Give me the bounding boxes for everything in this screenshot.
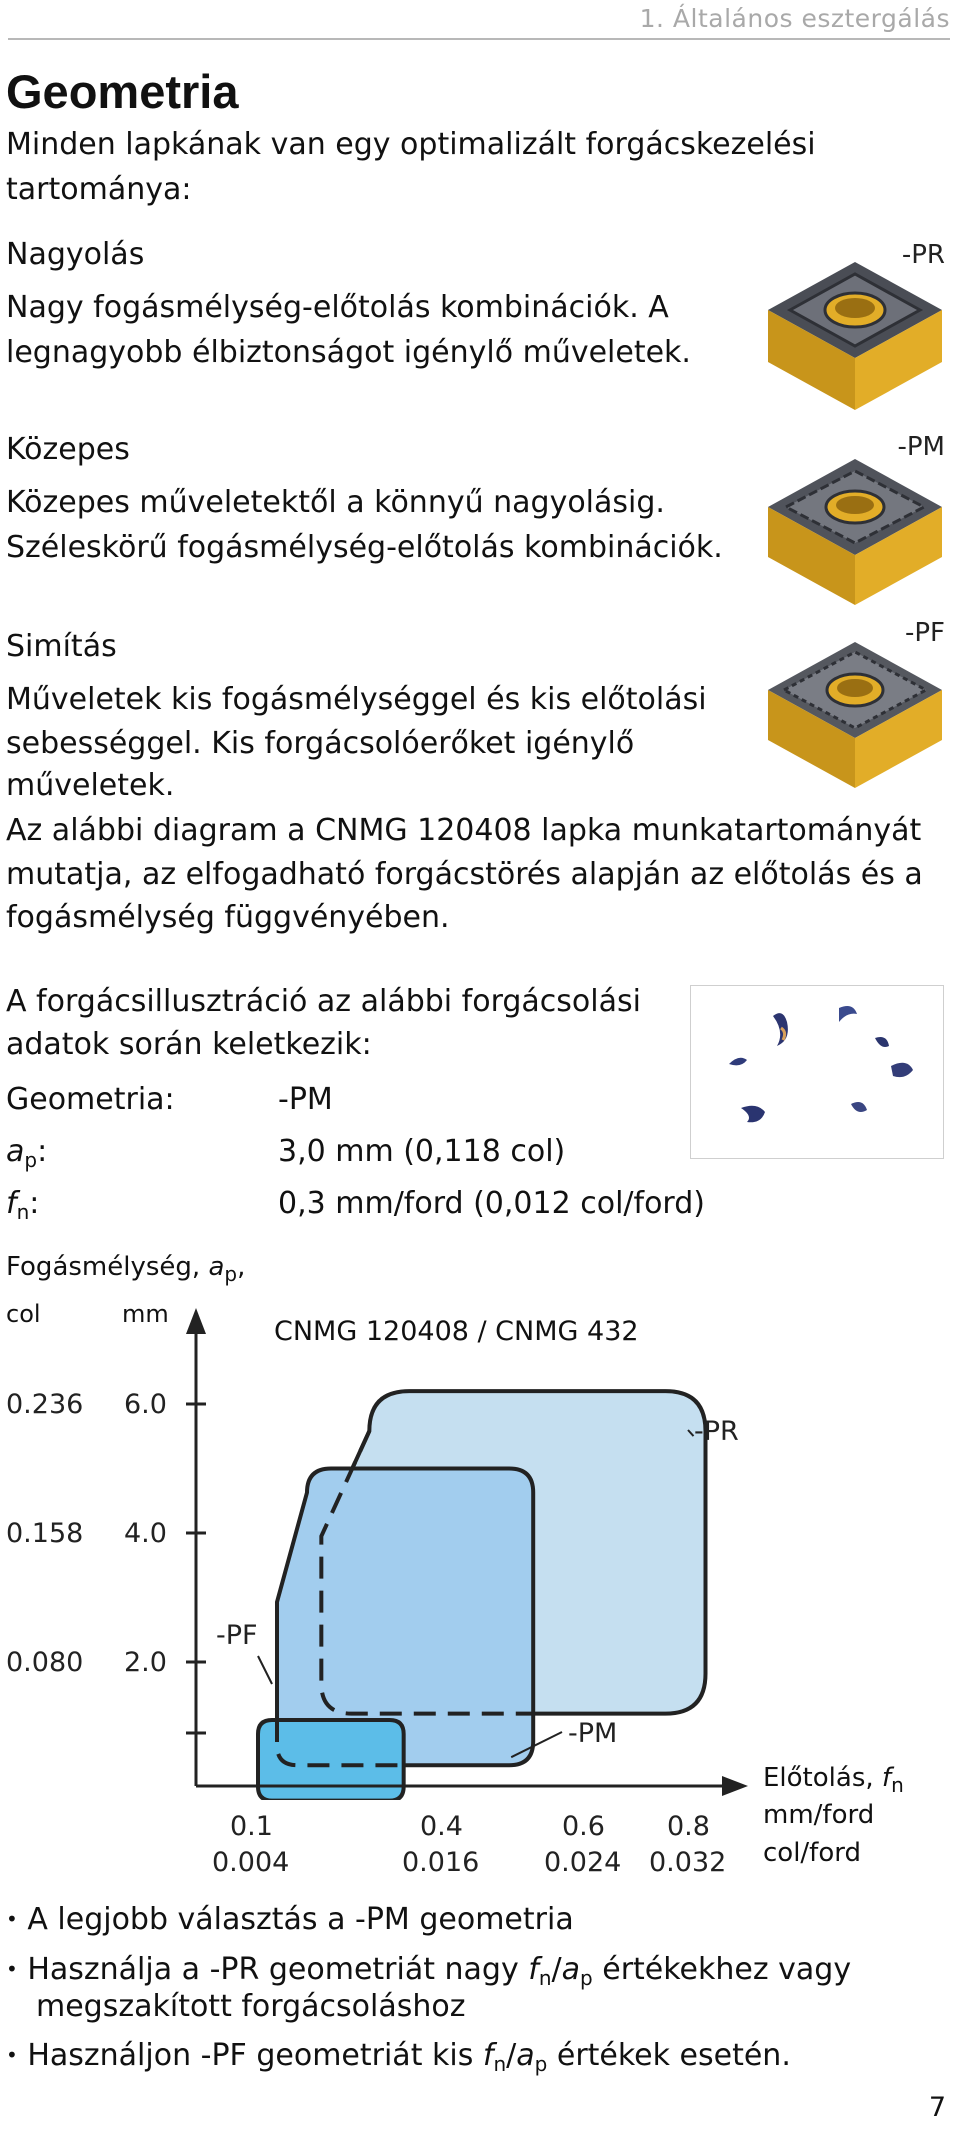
geometry-name-pr: Nagyolás: [6, 237, 145, 272]
chart-title: CNMG 120408 / CNMG 432: [274, 1316, 639, 1347]
ap-value: 3,0 mm (0,118 col): [278, 1134, 566, 1169]
y-axis-arrow: [186, 1308, 206, 1334]
geometry-text-pm-2: Széleskörű fogásmélység-előtolás kombinációk.: [6, 530, 723, 565]
chip-intro-1: A forgácsillusztráció az alábbi forgácsolási: [6, 984, 641, 1019]
diagram-intro-3: fogásmélység függvényében.: [6, 900, 450, 935]
geometry-text-pf-2: sebességgel. Kis forgácsolóerőket igénylő: [6, 726, 635, 761]
section-header: 1. Általános esztergálás: [639, 4, 950, 33]
fn-label: $f_n$:: [6, 1186, 40, 1224]
geometry-name-pf: Simítás: [6, 629, 117, 664]
bullet-2: • Használja a -PR geometriát nagy $f_n/a_p$ értékekhez vagy: [6, 1952, 852, 1990]
intro-line-1: Minden lapkának van egy optimalizált forgácskezelési: [6, 127, 816, 162]
x-tick-label-in: 0.016: [402, 1847, 480, 1878]
insert-pr-image: [760, 250, 950, 420]
geometry-text-pf-1: Műveletek kis fogásmélységgel és kis előtolási: [6, 682, 707, 717]
fn-value: 0,3 mm/ford (0,012 col/ford): [278, 1186, 705, 1221]
chip-illustration: [690, 985, 944, 1159]
y-tick-label-in: 0.080: [6, 1647, 84, 1678]
x-tick-label-mm: 0.4: [420, 1811, 463, 1842]
page-number: 7: [928, 2092, 946, 2123]
x-tick-label-in: 0.032: [649, 1847, 727, 1878]
y-tick-label-in: 0.236: [6, 1389, 84, 1420]
geometry-text-pr-1: Nagy fogásmélység-előtolás kombinációk. A: [6, 290, 669, 325]
chart-ylabel: Fogásmélység, $a_p$,: [6, 1252, 246, 1286]
x-tick-label-mm: 0.8: [667, 1811, 710, 1842]
geometry-value: -PM: [278, 1082, 333, 1117]
series-leader-line: [258, 1656, 272, 1684]
ap-label: $a_p$:: [6, 1134, 48, 1172]
y-tick-label-mm: 2.0: [124, 1647, 167, 1678]
y-tick-label-mm: 6.0: [124, 1389, 167, 1420]
series-label: -PM: [568, 1718, 618, 1749]
x-axis-arrow: [722, 1776, 748, 1796]
y-tick-label-mm: 4.0: [124, 1518, 167, 1549]
chip-intro-2: adatok során keletkezik:: [6, 1027, 372, 1062]
geometry-code-pr: -PR: [901, 240, 945, 270]
intro-line-2: tartománya:: [6, 172, 192, 207]
insert-pf-image: [760, 628, 950, 798]
geometry-text-pr-2: legnagyobb élbiztonságot igénylő műveletek.: [6, 335, 691, 370]
geometry-text-pm-1: Közepes műveletektől a könnyű nagyolásig.: [6, 485, 665, 520]
insert-pm-image: [760, 445, 950, 615]
x-tick-label-mm: 0.1: [230, 1811, 273, 1842]
chart-yunit-mm: mm: [122, 1300, 169, 1328]
geometry-text-pf-3: műveletek.: [6, 768, 175, 803]
y-tick-label-in: 0.158: [6, 1518, 84, 1549]
header-divider: [8, 38, 950, 40]
chart-xunit-in: col/ford: [763, 1838, 861, 1868]
geometry-name-pm: Közepes: [6, 432, 130, 467]
page-title: Geometria: [6, 65, 239, 118]
x-tick-label-in: 0.024: [544, 1847, 622, 1878]
diagram-intro-1: Az alábbi diagram a CNMG 120408 lapka munkatartományát: [6, 813, 922, 848]
chart-yunit-in: col: [6, 1300, 41, 1328]
geometry-code-pf: -PF: [904, 618, 945, 648]
bullet-2-line-2: megszakított forgácsoláshoz: [36, 1989, 466, 2024]
x-tick-label-mm: 0.6: [562, 1811, 605, 1842]
diagram-intro-2: mutatja, az elfogadható forgácstörés alapján az előtolás és a: [6, 857, 923, 892]
series-label: -PF: [216, 1620, 258, 1651]
geometry-label: Geometria:: [6, 1082, 175, 1117]
series-label: -PR: [694, 1416, 739, 1447]
chart-xunit-mm: mm/ford: [763, 1800, 875, 1830]
chart-xlabel: Előtolás, $f_n$: [763, 1763, 904, 1797]
bullet-1: • A legjobb választás a -PM geometria: [6, 1902, 574, 1937]
x-tick-label-in: 0.004: [212, 1847, 290, 1878]
bullet-3: • Használjon -PF geometriát kis $f_n/a_p$ értékek esetén.: [6, 2038, 791, 2076]
geometry-code-pm: -PM: [897, 432, 945, 462]
